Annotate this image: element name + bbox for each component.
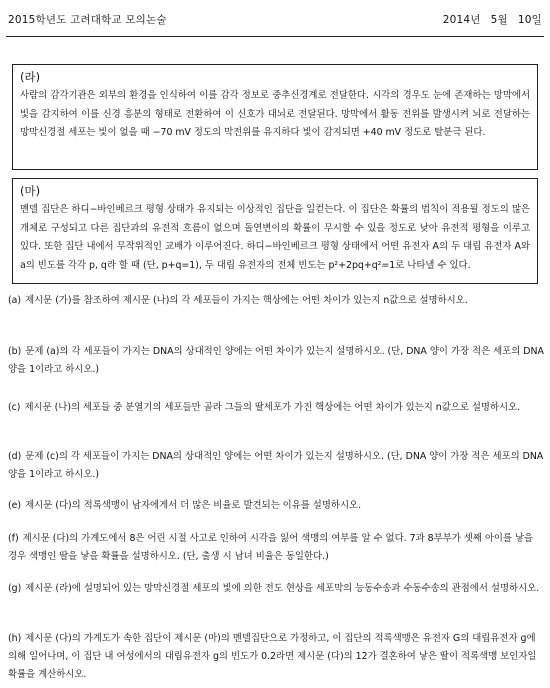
question-label: (a) — [8, 295, 22, 306]
passage-ma-box — [12, 178, 538, 284]
question-label: (d) — [8, 451, 22, 462]
question-h — [8, 630, 544, 684]
exam-title: 2015학년도 고려대학교 모의논술 — [8, 14, 167, 26]
question-text: 제시문 (다)의 가계도에서 8은 어린 시절 사고로 인하여 시각을 잃어 색맹의 여부를 알 수 없다. 7과 8부부가 셋째 아이를 낳을 경우 색맹인 딸을 낳을 확률을 설명하시오. (단, 출생 시 남녀 비율은 동일한다.) — [8, 533, 534, 562]
question-label: (g) — [8, 583, 22, 594]
exam-date-year: 2014년 — [442, 14, 481, 26]
passage-la-title: (라) — [20, 70, 41, 84]
question-text: 제시문 (다)의 적록색맹이 남자에게서 더 많은 비율로 발견되는 이유를 설명하시오. — [25, 500, 362, 511]
question-text: 제시문 (가)를 참조하여 제시문 (나)의 각 세포들이 가지는 핵상에는 어떤 차이가 있는지 n값으로 설명하시오. — [25, 295, 468, 306]
question-text: 문제 (a)의 각 세포들이 가지는 DNA의 상대적인 양에는 어떤 차이가 있는지 설명하시오. (단, DNA 양이 가장 적은 세포의 DNA 양을 1이라고 하시오.) — [8, 346, 544, 375]
question-e — [8, 497, 544, 515]
exam-date-day: 10일 — [517, 14, 542, 26]
passage-la-text: 사람의 감각기관은 외부의 환경을 인식하여 이를 감각 정보로 중추신경계로 전달한다. 시각의 경우도 눈에 존재하는 망막에서 빛을 감지하여 이를 신경 흥분의 형태로 전환하여 이 신호가 대뇌로 전달된다. 망막에서 활동 전위를 발생시켜 뇌로 전달하는 망막신경절 세포는 빛이 없을 때 −70 mV 정도의 막전위를 유지하다 빛이 감지되면 +40 mV 정도로 탈분극 된다. — [20, 90, 530, 138]
header-divider — [6, 36, 544, 37]
question-label: (b) — [8, 346, 22, 357]
passage-ma-title: (마) — [20, 184, 41, 198]
question-label: (h) — [8, 633, 22, 644]
passage-la-box — [12, 64, 538, 170]
question-label: (f) — [8, 533, 19, 544]
question-b — [8, 343, 544, 379]
question-f — [8, 530, 544, 566]
question-text: 문제 (c)의 각 세포들이 가지는 DNA의 상대적인 양에는 어떤 차이가 있는지 설명하시오. (단, DNA 양이 가장 적은 세포의 DNA 양을 1이라고 하시오.) — [8, 451, 544, 480]
question-label: (c) — [8, 402, 21, 413]
question-label: (e) — [8, 500, 22, 511]
question-a — [8, 292, 544, 310]
question-c — [8, 399, 544, 417]
passage-ma-text: 멘델 집단은 하디−바인베르크 평형 상태가 유지되는 이상적인 집단을 일컫는다. 이 집단은 확률의 법칙이 적용될 정도의 많은 개체로 구성되고 다른 집단과의 유전적 흐름이 없으며 돌연변이의 확률이 무시할 수 있을 정도로 낮아 유전적 평형을 이루고 있다. 또한 집단 내에서 무작위적인 교배가 이루어진다. 하디−바인베르크 평형 상태에서 어떤 유전자 A의 두 대립 유전자 A와 a의 빈도를 각각 p, q라 할 때 (단, p+q=1), 두 대립 유전자의 전체 빈도는 p²+2pq+q²=1로 나타낼 수 있다. — [20, 204, 530, 271]
exam-date — [433, 12, 542, 27]
question-g — [8, 580, 544, 598]
page-header — [8, 12, 542, 27]
question-d — [8, 448, 544, 484]
question-text: 제시문 (나)의 세포들 중 분열기의 세포들만 골라 그들의 딸세포가 가진 핵상에는 어떤 차이가 있는지 n값으로 설명하시오. — [24, 402, 521, 413]
exam-date-month: 5월 — [490, 14, 508, 26]
question-text: 제시문 (라)에 설명되어 있는 망막신경절 세포의 빛에 의한 전도 현상을 세포막의 능동수송과 수동수송의 관점에서 설명하시오. — [25, 583, 540, 594]
question-text: 제시문 (다)의 가계도가 속한 집단이 제시문 (마)의 멘델집단으로 가정하고, 이 집단의 적록색맹은 유전자 G의 대립유전자 g에 의해 일어나며, 이 집단 내 여성에서의 대립유전자 g의 빈도가 0.2라면 제시문 (다)의 12가 결혼하여 낳은 딸이 적록색맹 보인자일 확률을 계산하시오. — [8, 633, 537, 680]
